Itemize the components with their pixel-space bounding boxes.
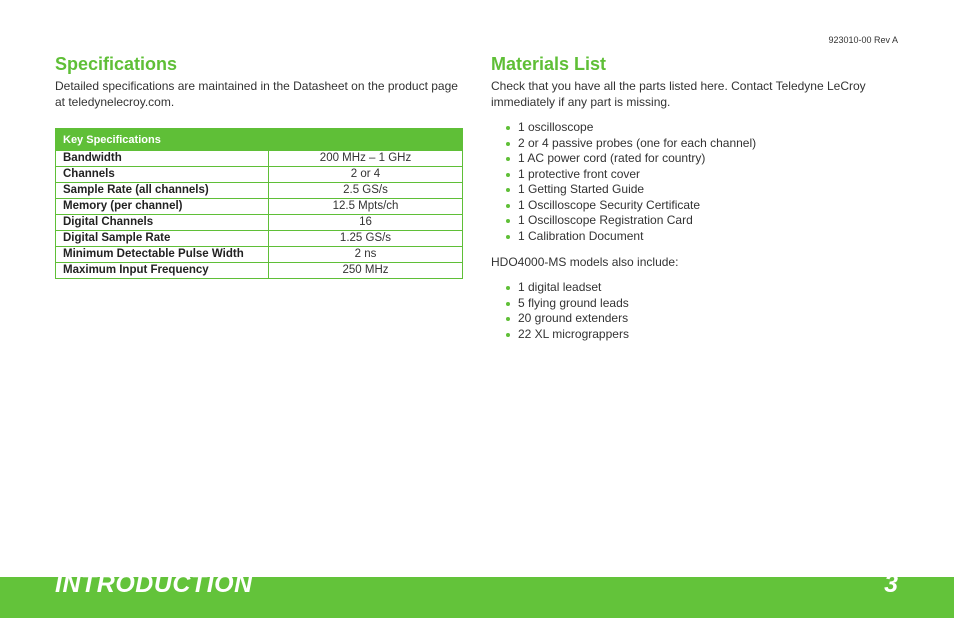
- list-item: [506, 167, 871, 183]
- bullet-icon: [506, 188, 510, 192]
- table-row: [56, 183, 463, 199]
- table-row: [56, 199, 463, 215]
- specifications-intro: Detailed specifications are maintained in the Datasheet on the product page at teledynelecroy.com.: [55, 79, 458, 109]
- spec-value: 12.5 Mpts/ch: [269, 199, 463, 215]
- specifications-heading: Specifications: [55, 54, 178, 74]
- list-item: [506, 151, 871, 167]
- materials-heading: Materials List: [491, 54, 607, 74]
- spec-value: 2 ns: [269, 247, 463, 263]
- list-item-text: 5 flying ground leads: [518, 295, 629, 310]
- spec-key: Memory (per channel): [56, 199, 269, 215]
- materials-list: [506, 120, 871, 244]
- bullet-icon: [506, 204, 510, 208]
- spec-value: 2.5 GS/s: [269, 183, 463, 199]
- footer-bar: [0, 570, 954, 618]
- list-item-text: 1 Oscilloscope Security Certificate: [518, 197, 701, 212]
- table-row: [56, 231, 463, 247]
- spec-value: 2 or 4: [269, 167, 463, 183]
- list-item: [506, 327, 871, 343]
- materials-sub-intro: HDO4000-MS models also include:: [491, 255, 679, 269]
- table-row: [56, 263, 463, 279]
- list-item-text: 1 Oscilloscope Registration Card: [518, 213, 693, 227]
- list-item: [506, 280, 871, 296]
- list-item-text: 1 digital leadset: [518, 280, 602, 294]
- list-item-text: 1 Getting Started Guide: [518, 182, 645, 196]
- list-item: [506, 213, 871, 229]
- list-item: [506, 296, 871, 312]
- spec-value: 200 MHz – 1 GHz: [269, 151, 463, 167]
- table-body: [56, 151, 463, 279]
- list-item: [506, 229, 871, 245]
- key-specifications-table: [55, 128, 463, 279]
- table-row: [56, 247, 463, 263]
- bullet-icon: [506, 286, 510, 290]
- list-item-text: 20 ground extenders: [518, 311, 629, 325]
- table-header-row: [56, 129, 463, 151]
- bullet-icon: [506, 173, 510, 177]
- spec-key: Sample Rate (all channels): [56, 183, 269, 199]
- table-header: Key Specifications: [56, 129, 463, 151]
- section-title: INTRODUCTION: [55, 570, 253, 598]
- materials-intro: Check that you have all the parts listed here. Contact Teledyne LeCroy immediately if any part is missing.: [491, 79, 866, 109]
- page-number: 3: [884, 570, 898, 598]
- spec-value: 16: [269, 215, 463, 231]
- list-item: [506, 120, 871, 136]
- spec-key: Minimum Detectable Pulse Width: [56, 247, 269, 263]
- spec-key: Bandwidth: [56, 151, 269, 167]
- list-item-text: 1 oscilloscope: [518, 120, 594, 134]
- bullet-icon: [506, 126, 510, 130]
- spec-key: Digital Sample Rate: [56, 231, 269, 247]
- bullet-icon: [506, 235, 510, 239]
- list-item-text: 1 AC power cord (rated for country): [518, 151, 706, 165]
- list-item: [506, 182, 871, 198]
- document-id: 923010-00 Rev A: [828, 35, 898, 45]
- spec-value: 250 MHz: [269, 263, 463, 279]
- list-item-text: 1 protective front cover: [518, 166, 641, 181]
- list-item: [506, 198, 871, 214]
- list-item-text: 1 Calibration Document: [518, 228, 644, 243]
- table-row: [56, 215, 463, 231]
- list-item-text: 2 or 4 passive probes (one for each channel): [518, 135, 757, 150]
- spec-key: Digital Channels: [56, 215, 269, 231]
- bullet-icon: [506, 157, 510, 161]
- bullet-icon: [506, 333, 510, 337]
- bullet-icon: [506, 302, 510, 306]
- spec-value: 1.25 GS/s: [269, 231, 463, 247]
- list-item-text: 22 XL micrograppers: [518, 326, 629, 341]
- bullet-icon: [506, 219, 510, 223]
- list-item: [506, 136, 871, 152]
- bullet-icon: [506, 317, 510, 321]
- materials-section: [491, 54, 871, 342]
- list-item: [506, 311, 871, 327]
- table-row: [56, 167, 463, 183]
- materials-extra-list: [506, 280, 871, 342]
- table-row: [56, 151, 463, 167]
- specifications-section: [55, 54, 463, 279]
- spec-key: Maximum Input Frequency: [56, 263, 269, 279]
- spec-key: Channels: [56, 167, 269, 183]
- bullet-icon: [506, 142, 510, 146]
